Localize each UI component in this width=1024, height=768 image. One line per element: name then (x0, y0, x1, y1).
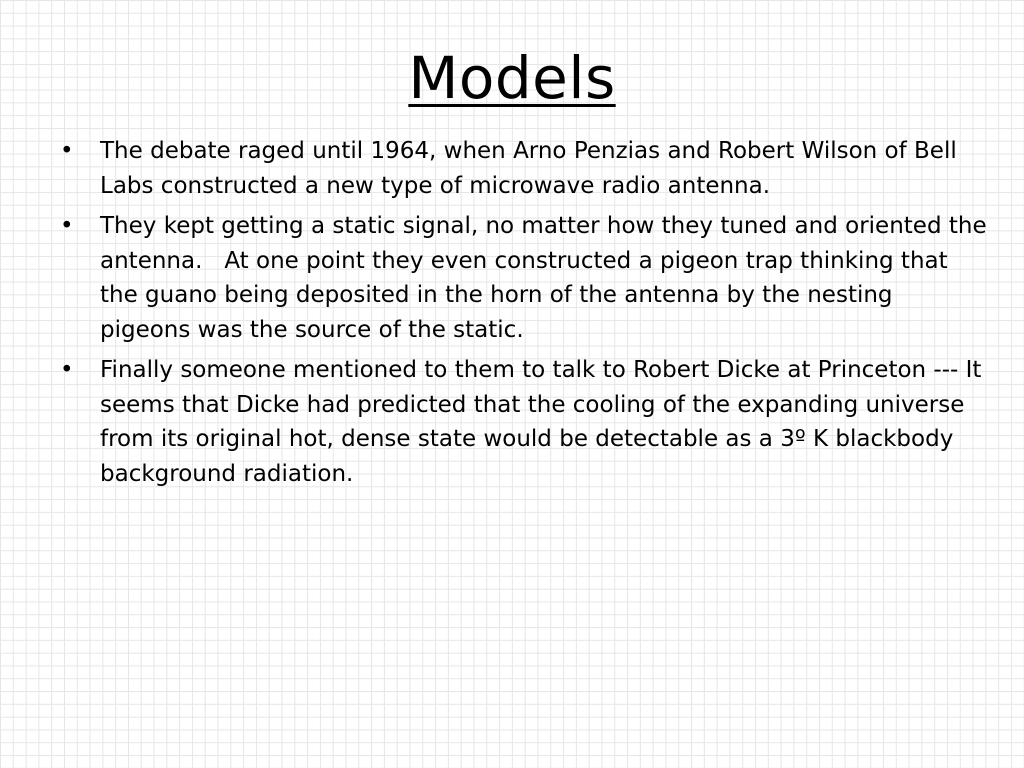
bullet-icon: • (60, 213, 74, 239)
bullet-text: Finally someone mentioned to them to talk to Robert Dicke at Princeton --- It seems that Dicke had predicted that the cooling of the expanding universe from its original hot, dense state would be detectable as a 3º K blackbody background radiation. (100, 357, 982, 487)
bullet-item (60, 353, 990, 491)
bullet-text: They kept getting a static signal, no matter how they tuned and oriented the antenna. At one point they even constructed a pigeon trap thinking that the guano being deposited in the horn of the antenna by the nesting pigeons was the source of the static. (100, 213, 994, 343)
bullet-icon: • (60, 138, 74, 164)
slide-title: Models (408, 44, 616, 112)
bullet-icon: • (60, 357, 74, 383)
bullet-text: The debate raged until 1964, when Arno Penzias and Robert Wilson of Bell Labs constructed a new type of microwave radio antenna. (100, 138, 957, 199)
bullet-item (60, 209, 994, 347)
bullet-list (60, 134, 994, 497)
bullet-item (60, 134, 990, 203)
